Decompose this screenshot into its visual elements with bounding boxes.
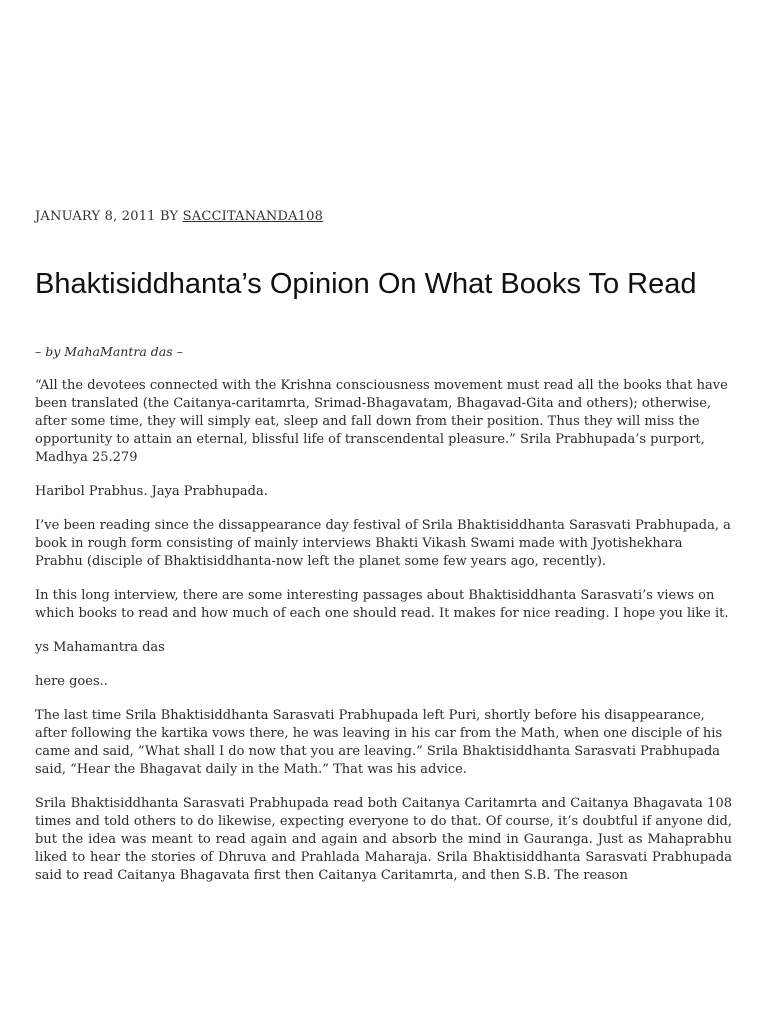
post-meta xyxy=(35,209,323,224)
post-byline: – by MahaMantra das – xyxy=(35,344,183,359)
paragraph-108-times: Srila Bhaktisiddhanta Sarasvati Prabhupada read both Caitanya Caritamrta and Caitanya Bhagavata 108 times and told others to do likewise, expecting everyone to do that. Of course, it’s doubtful if anyone did, but the idea was meant to read again and again and absorb the mind in Gauranga. Just as Mahaprabhu liked to hear the stories of Dhruva and Prahlada Maharaja. Srila Bhaktisiddhanta Sarasvati Prabhupada said to read Caitanya Bhagavata first then Caitanya Caritamrta, and then S.B. The reason xyxy=(35,796,732,883)
post-date: JANUARY 8, 2011 xyxy=(35,209,156,224)
post-author-link[interactable]: SACCITANANDA108 xyxy=(182,209,324,224)
paragraph-reading: I’ve been reading since the dissappearance day festival of Srila Bhaktisiddhanta Sarasvati Prabhupada, a book in rough form consisting of mainly interviews Bhakti Vikash Swami made with Jyotishekhara Prabhu (disciple of Bhaktisiddhanta-now left the planet some few years ago, recently). xyxy=(35,518,731,569)
paragraph-interview: In this long interview, there are some interesting passages about Bhaktisiddhanta Sarasvati’s views on which books to read and how much of each one should read. It makes for nice reading. I hope you like it. xyxy=(35,588,729,621)
post-by-label: BY xyxy=(160,209,179,224)
paragraph-here-goes: here goes.. xyxy=(35,674,108,689)
paragraph-puri: The last time Srila Bhaktisiddhanta Sarasvati Prabhupada left Puri, shortly before his disappearance, after following the kartika vows there, he was leaving in his car from the Math, when one disciple of his came and said, “What shall I do now that you are leaving.” Srila Bhaktisiddhanta Sarasvati Prabhupada said, “Hear the Bhagavat daily in the Math.” That was his advice. xyxy=(35,708,723,777)
paragraph-greeting: Haribol Prabhus. Jaya Prabhupada. xyxy=(35,484,268,499)
paragraph-quote: “All the devotees connected with the Krishna consciousness movement must read all the books that have been translated (the Caitanya-caritamrta, Srimad-Bhagavatam, Bhagavad-Gita and others); otherwise, after some time, they will simply eat, sleep and fall down from their position. Thus they will miss the opportunity to attain an eternal, blissful life of transcendental pleasure.” Srila Prabhupada’s purport, Madhya 25.279 xyxy=(35,378,728,465)
post-title: Bhaktisiddhanta’s Opinion On What Books To Read xyxy=(35,268,697,300)
post-content xyxy=(35,343,732,901)
paragraph-signature: ys Mahamantra das xyxy=(35,640,165,655)
